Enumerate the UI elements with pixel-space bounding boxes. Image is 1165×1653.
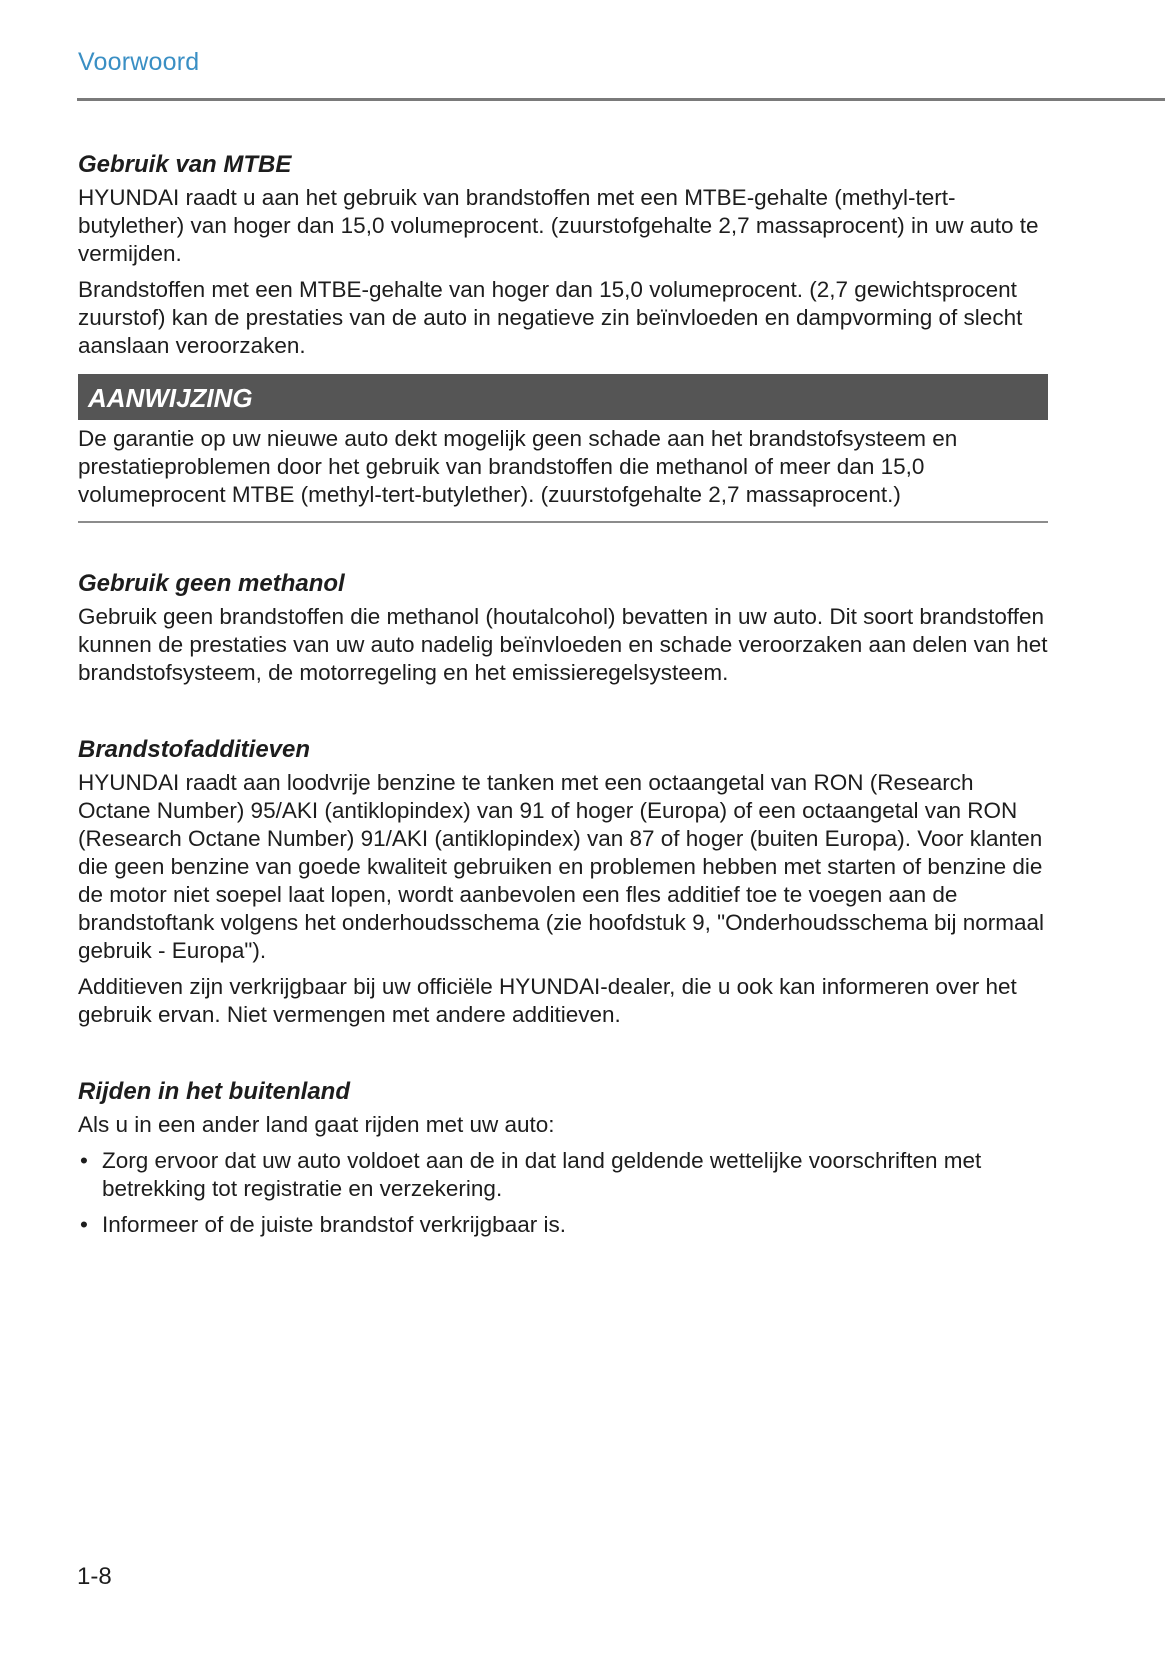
list-item <box>78 1147 1048 1203</box>
bullet-icon: • <box>80 1212 88 1237</box>
note-text: De garantie op uw nieuwe auto dekt mogelijk geen schade aan het brandstofsysteem en prestatieproblemen door het gebruik van brandstoffen die methanol of meer dan 15,0 volumeprocent MTBE (methyl-tert-butylether). (zuurstofgehalte 2,7 massaprocent.) <box>78 425 1048 523</box>
paragraph: Als u in een ander land gaat rijden met uw auto: <box>78 1112 555 1137</box>
paragraph: HYUNDAI raadt aan loodvrije benzine te tanken met een octaangetal van RON (Research Octane Number) 95/AKI (antiklopindex) van 91 of hoger (Europa) of een octaangetal van RON (Research Octane Number) 91/AKI (antiklopindex) van 87 of hoger (buiten Europa). Voor klanten die geen benzine van goede kwaliteit gebruiken en problemen hebben met starten of benzine die de motor niet soepel laat lopen, wordt aanbevolen een fles additief toe te voegen aan de brandstoftank volgens het onderhoudsschema (zie hoofdstuk 9, "Onderhoudsschema bij normaal gebruik - Europa"). <box>78 770 1045 963</box>
section-heading: Gebruik van MTBE <box>78 151 292 178</box>
page-number: 1-8 <box>77 1563 112 1590</box>
note-box <box>78 374 1048 523</box>
bullet-icon: • <box>80 1148 88 1173</box>
note-label: AANWIJZING <box>78 374 1048 420</box>
section-methanol <box>78 569 1048 687</box>
page-header-title: Voorwoord <box>78 48 200 76</box>
section-heading: Rijden in het buitenland <box>78 1078 350 1105</box>
list-item-text: Zorg ervoor dat uw auto voldoet aan de in dat land geldende wettelijke voorschriften met betrekking tot registratie en verzekering. <box>102 1148 982 1201</box>
paragraph: Gebruik geen brandstoffen die methanol (houtalcohol) bevatten in uw auto. Dit soort brandstoffen kunnen de prestaties van uw auto nadelig beïnvloeden en schade veroorzaken aan delen van het brandstofsysteem, de motorregeling en het emissieregelsysteem. <box>78 604 1048 685</box>
header-divider <box>77 98 1165 101</box>
section-abroad <box>78 1077 1048 1239</box>
section-heading: Brandstofadditieven <box>78 736 311 763</box>
paragraph: Additieven zijn verkrijgbaar bij uw officiële HYUNDAI-dealer, die u ook kan informeren over het gebruik ervan. Niet vermengen met andere additieven. <box>78 974 1017 1027</box>
paragraph: Brandstoffen met een MTBE-gehalte van hoger dan 15,0 volumeprocent. (2,7 gewichtsprocent zuurstof) kan de prestaties van de auto in negatieve zin beïnvloeden en dampvorming of slecht aanslaan veroorzaken. <box>78 277 1023 358</box>
section-heading: Gebruik geen methanol <box>78 570 345 597</box>
page-content <box>78 150 1048 1247</box>
paragraph: HYUNDAI raadt u aan het gebruik van brandstoffen met een MTBE-gehalte (methyl-tert-butylether) van hoger dan 15,0 volumeprocent. (zuurstofgehalte 2,7 massaprocent) in uw auto te vermijden. <box>78 185 1039 266</box>
bullet-list <box>78 1147 1048 1239</box>
section-mtbe <box>78 150 1048 360</box>
list-item-text: Informeer of de juiste brandstof verkrijgbaar is. <box>102 1212 566 1237</box>
list-item <box>78 1211 1048 1239</box>
section-additives <box>78 735 1048 1029</box>
